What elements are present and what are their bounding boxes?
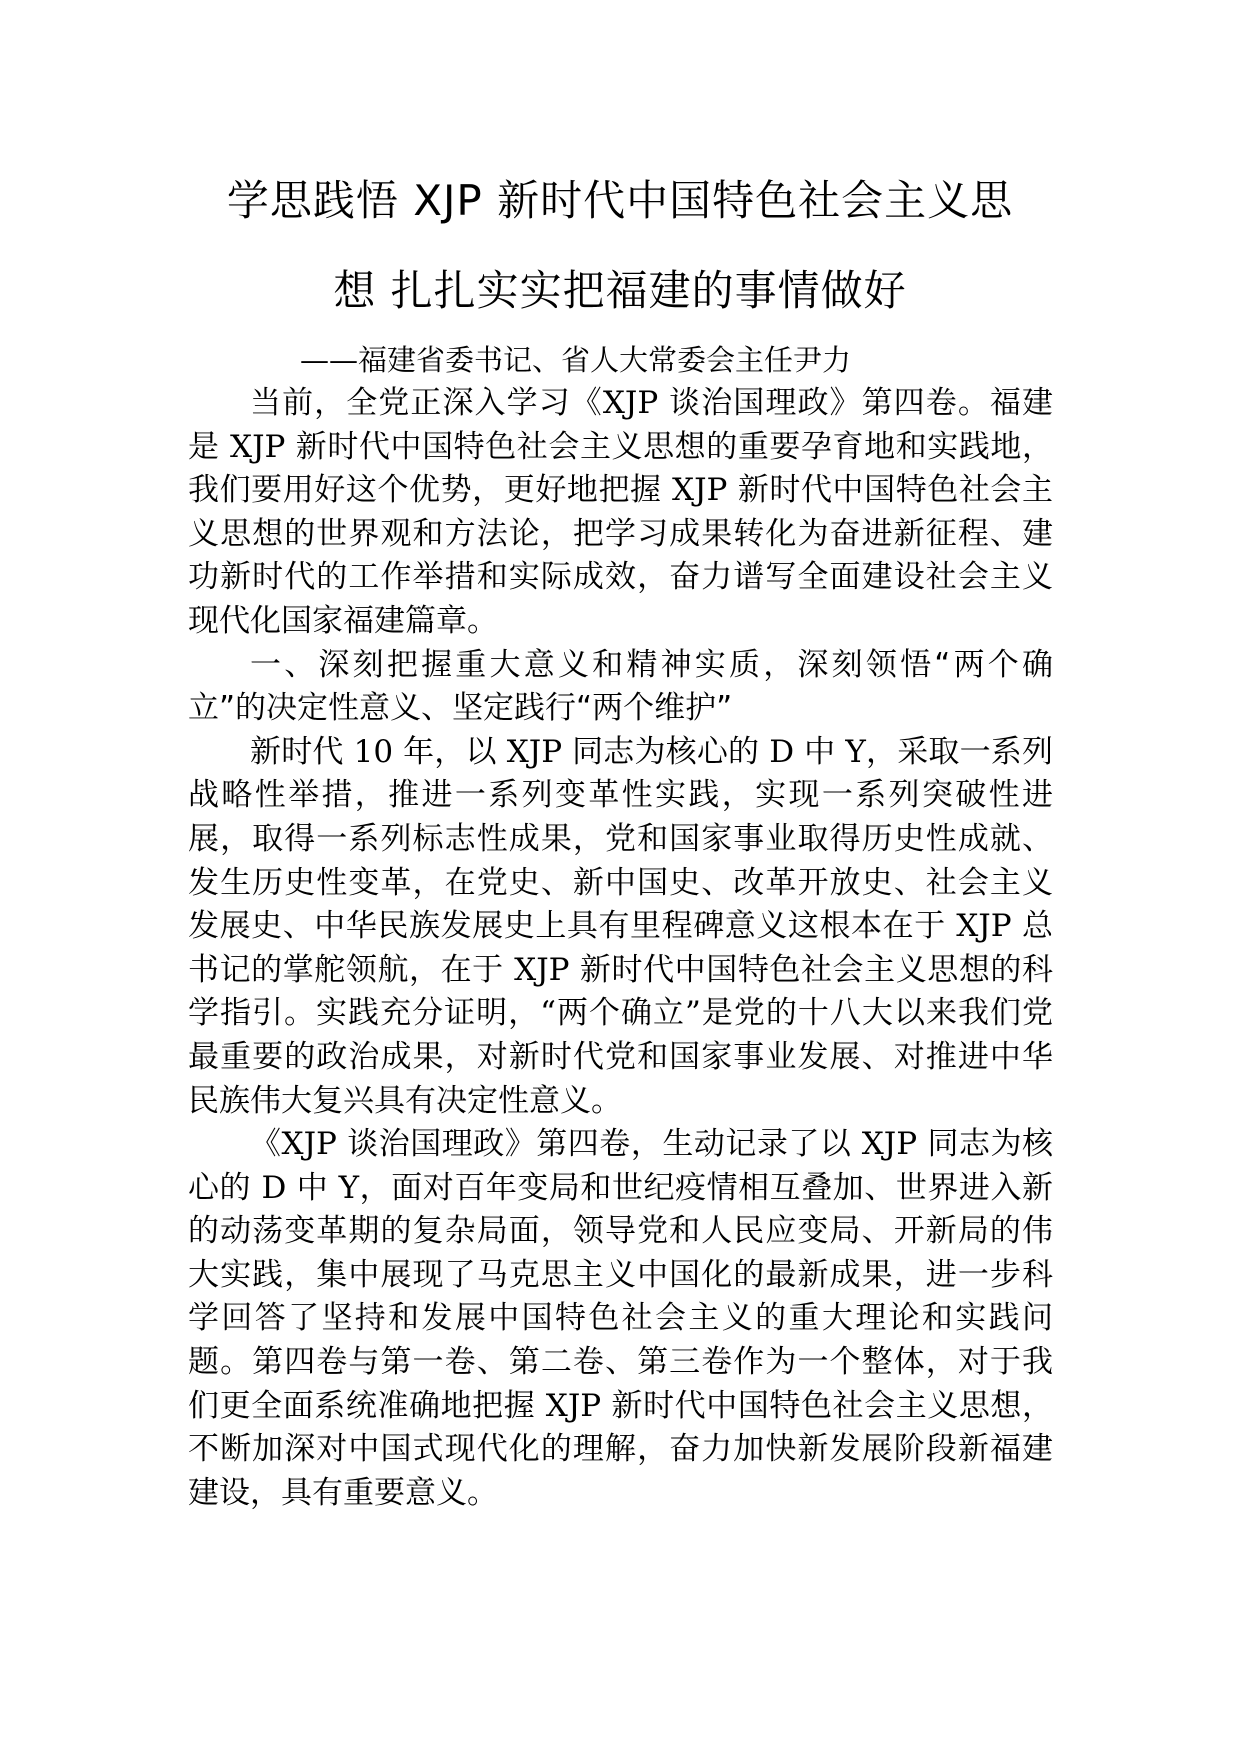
section-heading-1: 一、深刻把握重大意义和精神实质，深刻领悟“两个确立”的决定性意义、坚定践行“两个维护”	[188, 646, 1053, 727]
document-title-line-1: 学思践悟 XJP 新时代中国特色社会主义思	[226, 176, 1014, 225]
paragraph-new-era: 新时代 10 年，以 XJP 同志为核心的 D 中 Y，采取一系列战略性举措，推进一系列变革性实践，实现一系列突破性进展，取得一系列标志性成果，党和国家事业取得历史性成就、发生历史性变革，在党史、新中国史、改革开放史、社会主义发展史、中华民族发展史上具有里程碑意义这根本在于 XJP 总书记的掌舵领航，在于 XJP 新时代中国特色社会主义思想的科学指引。实践充分证明，“两个确立”是党的十八大以来我们党最重要的政治成果，对新时代党和国家事业发展、对推进中华民族伟大复兴具有决定性意义。	[188, 733, 1053, 1119]
paragraph-volume-four: 《XJP 谈治国理政》第四卷，生动记录了以 XJP 同志为核心的 D 中 Y，面对百年变局和世纪疫情相互叠加、世界进入新的动荡变革期的复杂局面，领导党和人民应变局、开新局的伟大实践，集中展现了马克思主义中国化的最新成果，进一步科学回答了坚持和发展中国特色社会主义的重大理论和实践问题。第四卷与第一卷、第二卷、第三卷作为一个整体，对于我们更全面系统准确地把握 XJP 新时代中国特色社会主义思想，不断加深对中国式现代化的理解，奋力加快新发展阶段新福建建设，具有重要意义。	[188, 1126, 1053, 1511]
document-body	[188, 382, 1053, 1515]
document-title-line-2: 想 扎扎实实把福建的事情做好	[333, 266, 907, 315]
author-byline: ——福建省委书记、省人大常委会主任尹力	[300, 343, 852, 377]
paragraph-intro: 当前，全党正深入学习《XJP 谈治国理政》第四卷。福建是 XJP 新时代中国特色社会主义思想的重要孕育地和实践地，我们要用好这个优势，更好地把握 XJP 新时代中国特色社会主义思想的世界观和方法论，把学习成果转化为奋进新征程、建功新时代的工作举措和实际成效，奋力谱写全面建设社会主义现代化国家福建篇章。	[188, 385, 1053, 639]
